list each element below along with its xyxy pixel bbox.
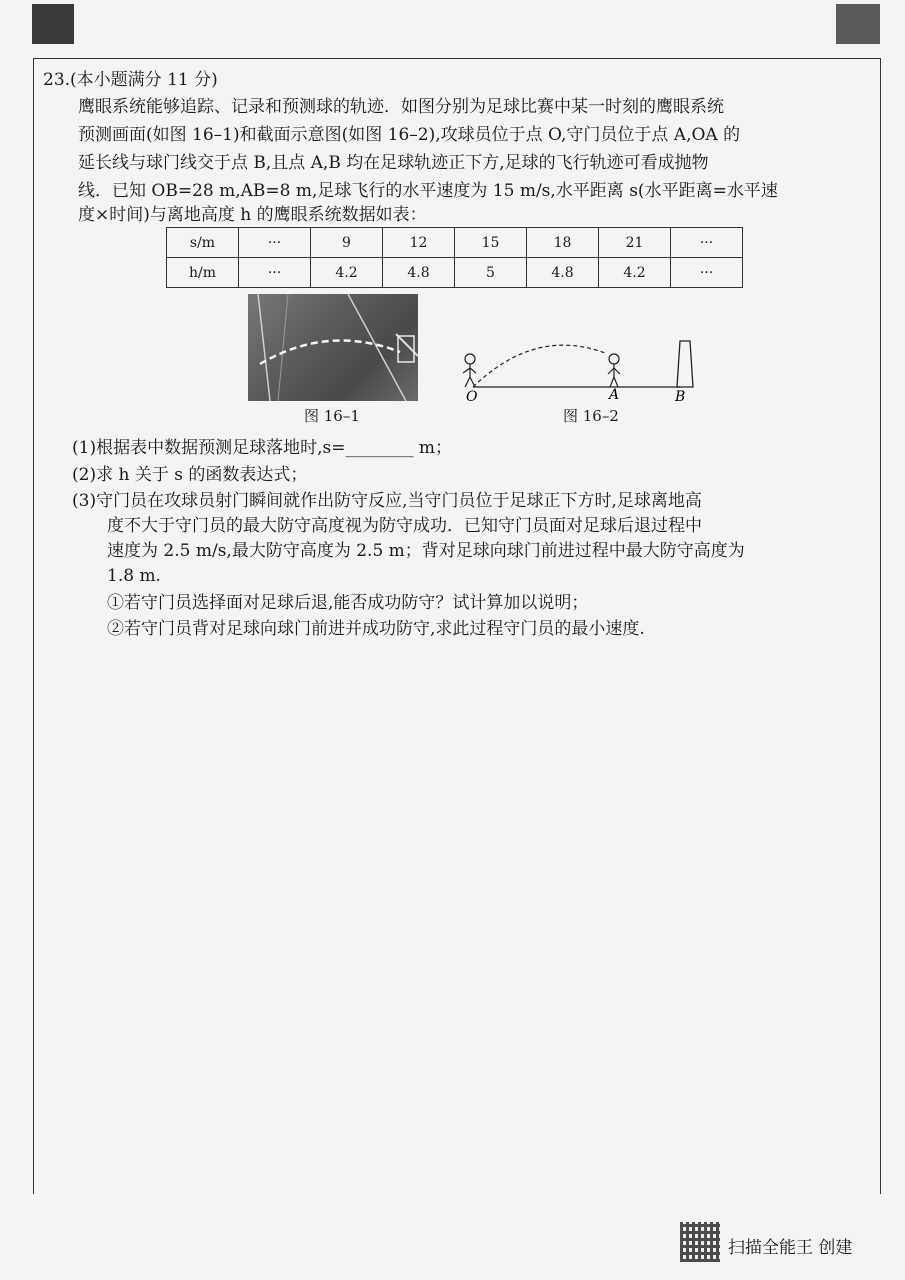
label-A: A: [609, 387, 620, 403]
scan-corner-mark-right: [836, 4, 880, 44]
part-3-line-2: 度不大于守门员的最大防守高度视为防守成功．已知守门员面对足球后退过程中: [107, 516, 702, 536]
table-cell: 9: [311, 228, 383, 258]
part-3-line-1: (3)守门员在攻球员射门瞬间就作出防守反应,当守门员位于足球正下方时,足球离地高: [72, 491, 702, 511]
intro-line-1: 鹰眼系统能够追踪、记录和预测球的轨迹．如图分别为足球比赛中某一时刻的鹰眼系统: [78, 97, 724, 117]
ball-trajectory: [473, 345, 605, 387]
table-cell: ···: [671, 258, 743, 288]
table-cell: 21: [599, 228, 671, 258]
attacker-figure: [463, 354, 476, 387]
table-cell: 4.2: [599, 258, 671, 288]
part-3-line-4: 1.8 m.: [107, 566, 161, 586]
table-cell: ···: [671, 228, 743, 258]
table-row: [167, 228, 743, 258]
label-O: O: [466, 389, 478, 405]
scanner-watermark: 扫描全能王 创建: [728, 1238, 853, 1258]
table-cell: 4.2: [311, 258, 383, 288]
part-3-line-3: 速度为 2.5 m/s,最大防守高度为 2.5 m；背对足球向球门前进过程中最大防守高度为: [107, 541, 745, 561]
table-cell: 12: [383, 228, 455, 258]
goal-post: [677, 341, 693, 387]
question-header: 23.(本小题满分 11 分): [43, 70, 218, 90]
intro-line-3: 延长线与球门线交于点 B,且点 A,B 均在足球轨迹正下方,足球的飞行轨迹可看成抛物: [78, 153, 709, 173]
table-cell: h/m: [167, 258, 239, 288]
table-cell: ···: [239, 258, 311, 288]
figure-16-2-caption: 图 16–2: [563, 407, 619, 425]
sub-question-2: ②若守门员背对足球向球门前进并成功防守,求此过程守门员的最小速度.: [107, 619, 645, 639]
table-cell: 5: [455, 258, 527, 288]
table-cell: 15: [455, 228, 527, 258]
part-1: (1)根据表中数据预测足球落地时,s=________ m；: [72, 438, 452, 458]
intro-line-4: 线．已知 OB=28 m,AB=8 m,足球飞行的水平速度为 15 m/s,水平距离 s(水平距离=水平速: [78, 181, 778, 201]
table-cell: ···: [239, 228, 311, 258]
hawkeye-data-table: [166, 227, 743, 288]
cross-section-diagram: [455, 335, 705, 405]
table-cell: 4.8: [527, 258, 599, 288]
qr-code-icon: [680, 1222, 720, 1262]
table-cell: 18: [527, 228, 599, 258]
scan-corner-mark-left: [32, 4, 74, 44]
sub-question-1: ①若守门员选择面对足球后退,能否成功防守？试计算加以说明；: [107, 593, 589, 613]
table-cell: s/m: [167, 228, 239, 258]
table-row: [167, 258, 743, 288]
hawkeye-photo: [248, 294, 418, 401]
intro-line-2: 预测画面(如图 16–1)和截面示意图(如图 16–2),攻球员位于点 O,守门员位于点 A,OA 的: [78, 125, 741, 145]
label-B: B: [675, 389, 686, 405]
figure-16-1-caption: 图 16–1: [304, 407, 360, 425]
part-2: (2)求 h 关于 s 的函数表达式；: [72, 465, 308, 485]
table-cell: 4.8: [383, 258, 455, 288]
goalkeeper-figure: [608, 354, 620, 387]
intro-line-5: 度×时间)与离地高度 h 的鹰眼系统数据如表：: [78, 205, 427, 225]
